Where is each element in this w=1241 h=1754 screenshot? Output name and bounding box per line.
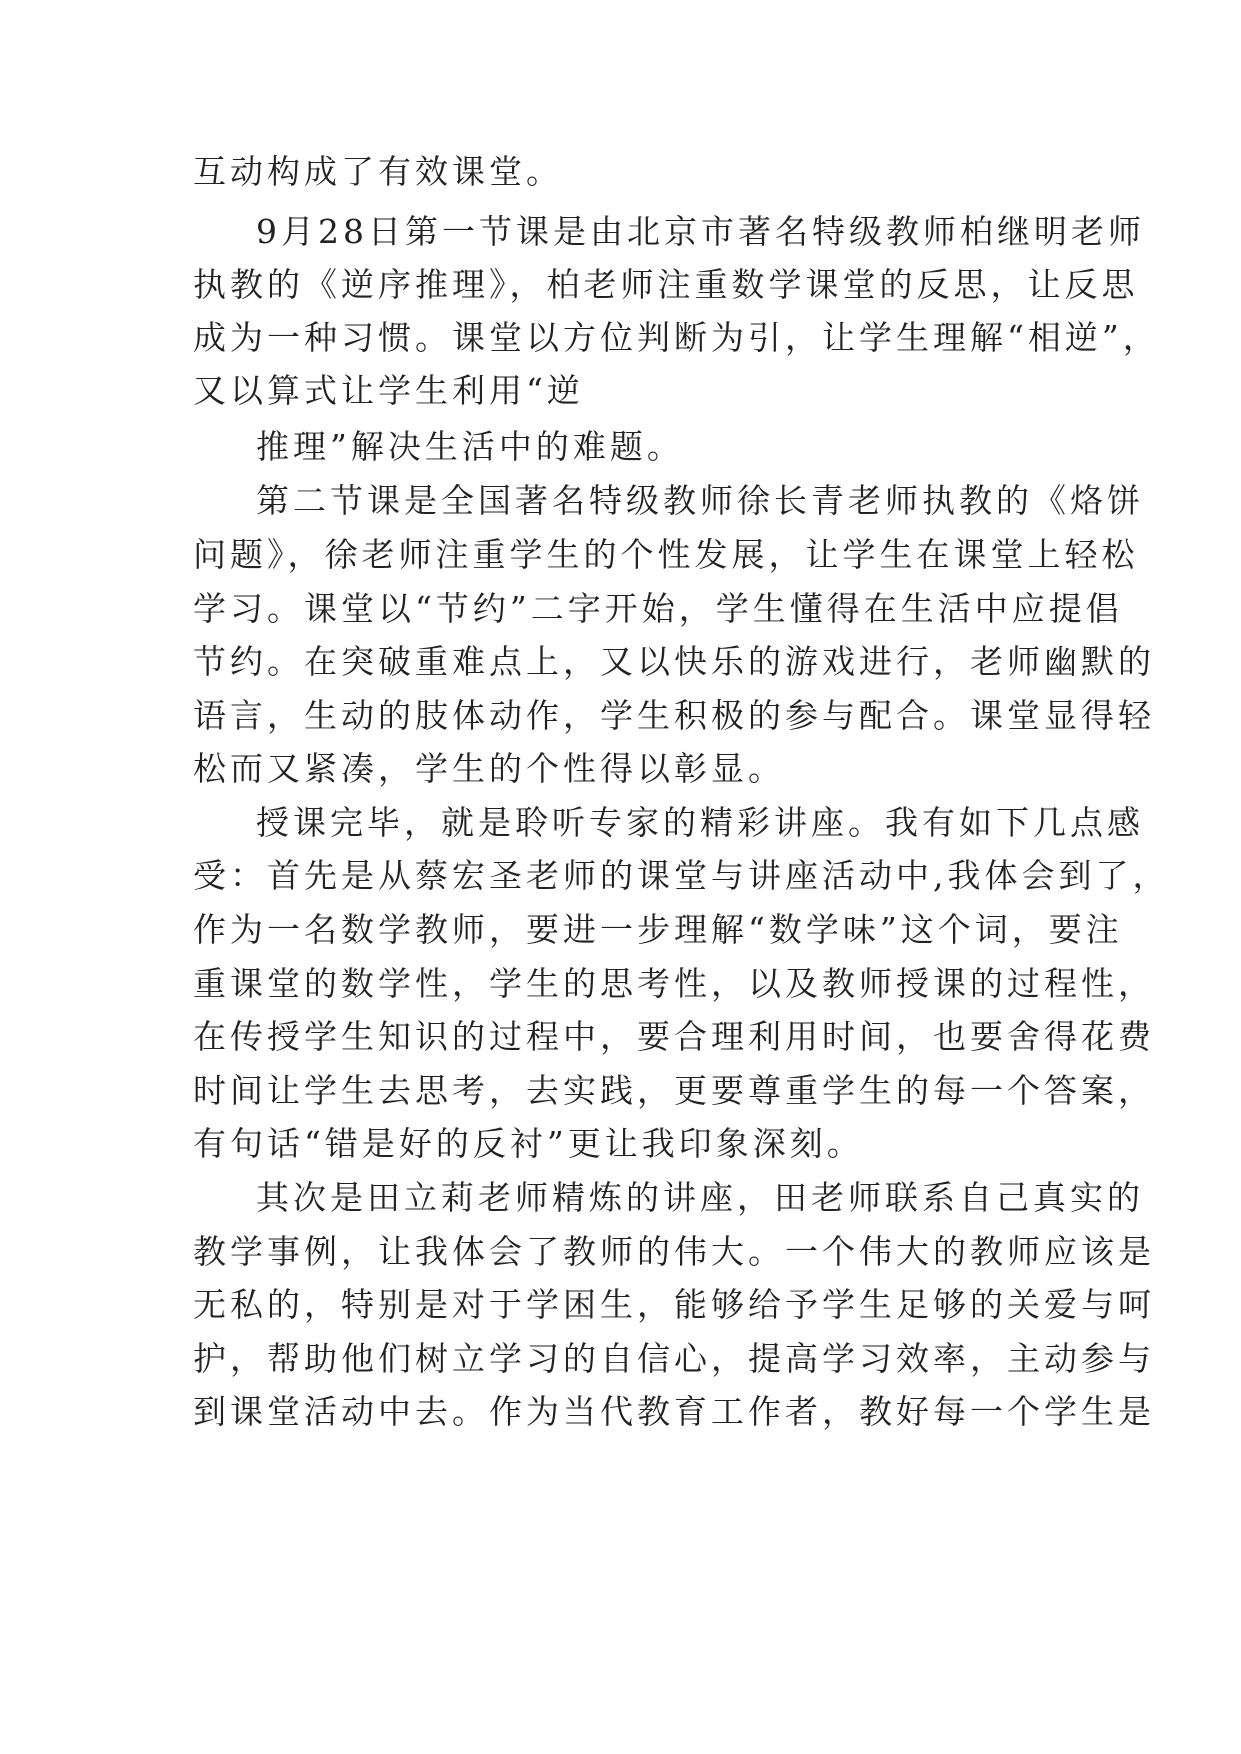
text-line: 执教的《逆序推理》，柏老师注重数学课堂的反思，让反思 <box>193 265 1139 304</box>
paragraph-first-line: 第二节课是全国著名特级教师徐长青老师执教的《烙饼 <box>256 481 1144 520</box>
text-line: 语言，生动的肢体动作，学生积极的参与配合。课堂显得轻 <box>193 696 1155 735</box>
text-line: 在传授学生知识的过程中，要合理利用时间，也要舍得花费 <box>193 1017 1155 1056</box>
text-line: 节约。在突破重难点上，又以快乐的游戏进行，老师幽默的 <box>193 642 1155 681</box>
paragraph-first-line: 其次是田立莉老师精炼的讲座，田老师联系自己真实的 <box>256 1178 1144 1217</box>
text-line: 到课堂活动中去。作为当代教育工作者，教好每一个学生是 <box>193 1392 1155 1431</box>
text-line: 问题》，徐老师注重学生的个性发展，让学生在课堂上轻松 <box>193 535 1139 574</box>
paragraph-first-line: 9月28日第一节课是由北京市著名特级教师柏继明老师 <box>256 212 1145 251</box>
text-line: 成为一种习惯。课堂以方位判断为引，让学生理解“相逆”， <box>193 318 1160 357</box>
text-line: 受：首先是从蔡宏圣老师的课堂与讲座活动中,我体会到了， <box>193 856 1170 895</box>
text-line: 时间让学生去思考，去实践，更要尊重学生的每一个答案， <box>193 1071 1155 1110</box>
text-line: 学习。课堂以“节约”二字开始，学生懂得在生活中应提倡 <box>193 589 1123 628</box>
text-line: 教学事例，让我体会了教师的伟大。一个伟大的教师应该是 <box>193 1232 1155 1271</box>
text-line: 护，帮助他们树立学习的自信心，提高学习效率，主动参与 <box>193 1339 1155 1378</box>
text-line: 互动构成了有效课堂。 <box>193 152 563 191</box>
text-line: 重课堂的数学性，学生的思考性，以及教师授课的过程性， <box>193 964 1155 1003</box>
text-line: 有句话“错是好的反衬”更让我印象深刻。 <box>193 1124 864 1163</box>
text-line: 无私的，特别是对于学困生，能够给予学生足够的关爱与呵 <box>193 1285 1155 1324</box>
paragraph-first-line: 授课完毕，就是聆听专家的精彩讲座。我有如下几点感 <box>256 803 1144 842</box>
paragraph-first-line: 推理”解决生活中的难题。 <box>256 427 684 466</box>
text-line: 作为一名数学教师，要进一步理解“数学味”这个词，要注 <box>193 910 1123 949</box>
text-line: 又以算式让学生利用“逆 <box>193 371 584 410</box>
text-line: 松而又紧凑，学生的个性得以彰显。 <box>193 749 785 788</box>
